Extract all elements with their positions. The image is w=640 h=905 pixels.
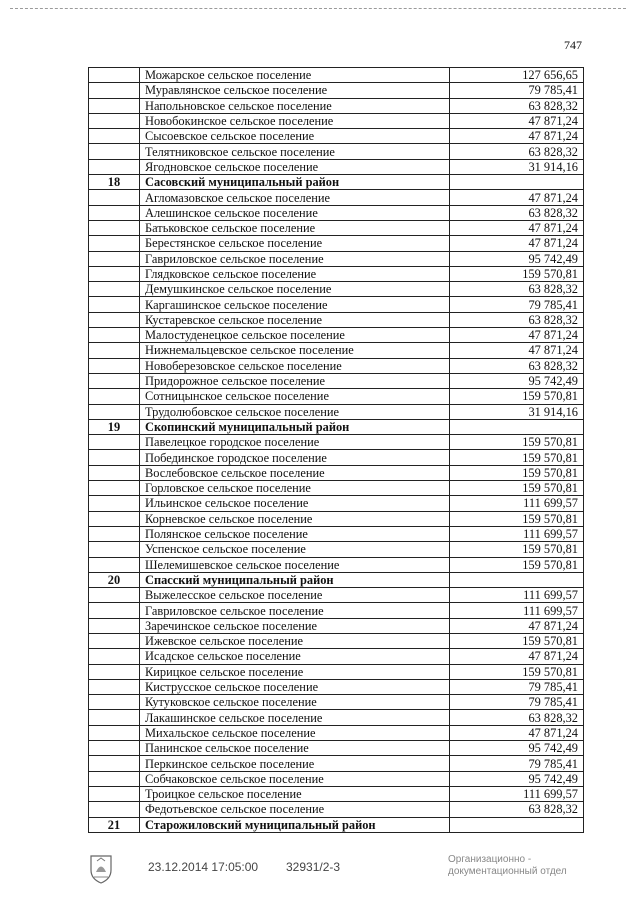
settlement-row xyxy=(89,205,584,220)
district-row xyxy=(89,175,584,190)
amount-cell: 159 570,81 xyxy=(450,389,584,404)
settlement-row xyxy=(89,220,584,235)
settlement-name-cell: Горловское сельское поселение xyxy=(140,481,450,496)
amount-cell: 47 871,24 xyxy=(450,618,584,633)
amount-cell: 47 871,24 xyxy=(450,649,584,664)
district-number-cell xyxy=(89,98,140,113)
district-number-cell xyxy=(89,695,140,710)
district-number-cell xyxy=(89,710,140,725)
settlement-name-cell: Кустаревское сельское поселение xyxy=(140,312,450,327)
settlement-name-cell: Троицкое сельское поселение xyxy=(140,786,450,801)
settlement-row xyxy=(89,481,584,496)
settlement-row xyxy=(89,373,584,388)
settlement-row xyxy=(89,190,584,205)
district-number-cell xyxy=(89,297,140,312)
settlement-row xyxy=(89,786,584,801)
district-number-cell xyxy=(89,144,140,159)
settlement-row xyxy=(89,756,584,771)
district-number-cell xyxy=(89,526,140,541)
district-row xyxy=(89,572,584,587)
settlement-name-cell: Павелецкое городское поселение xyxy=(140,435,450,450)
settlement-name-cell: Полянское сельское поселение xyxy=(140,526,450,541)
stamp-datetime: 23.12.2014 17:05:00 xyxy=(148,860,259,874)
district-number-cell xyxy=(89,404,140,419)
amount-cell: 47 871,24 xyxy=(450,236,584,251)
district-number-cell xyxy=(89,588,140,603)
settlement-row xyxy=(89,236,584,251)
settlement-name-cell: Батьковское сельское поселение xyxy=(140,220,450,235)
settlement-row xyxy=(89,159,584,174)
settlement-name-cell: Кутуковское сельское поселение xyxy=(140,695,450,710)
district-name-cell: Старожиловский муниципальный район xyxy=(140,817,450,832)
settlement-row xyxy=(89,113,584,128)
district-number-cell xyxy=(89,633,140,648)
settlement-row xyxy=(89,343,584,358)
district-number-cell xyxy=(89,725,140,740)
amount-cell: 47 871,24 xyxy=(450,343,584,358)
amount-cell: 63 828,32 xyxy=(450,98,584,113)
settlement-row xyxy=(89,266,584,281)
settlement-row xyxy=(89,312,584,327)
settlement-row xyxy=(89,526,584,541)
amount-cell: 111 699,57 xyxy=(450,603,584,618)
district-number-cell xyxy=(89,465,140,480)
settlement-row xyxy=(89,588,584,603)
district-row xyxy=(89,817,584,832)
settlement-row xyxy=(89,358,584,373)
settlement-row xyxy=(89,450,584,465)
amount-cell: 159 570,81 xyxy=(450,450,584,465)
allocation-table xyxy=(88,67,584,833)
settlement-name-cell: Михальское сельское поселение xyxy=(140,725,450,740)
settlement-name-cell: Берестянское сельское поселение xyxy=(140,236,450,251)
amount-cell xyxy=(450,175,584,190)
amount-cell: 159 570,81 xyxy=(450,435,584,450)
district-number-cell xyxy=(89,236,140,251)
district-number-cell xyxy=(89,159,140,174)
district-number-cell xyxy=(89,481,140,496)
settlement-row xyxy=(89,710,584,725)
district-number-cell xyxy=(89,618,140,633)
district-number-cell xyxy=(89,205,140,220)
amount-cell: 111 699,57 xyxy=(450,526,584,541)
settlement-name-cell: Успенское сельское поселение xyxy=(140,542,450,557)
settlement-name-cell: Придорожное сельское поселение xyxy=(140,373,450,388)
page-number: 747 xyxy=(564,38,582,52)
amount-cell: 47 871,24 xyxy=(450,129,584,144)
amount-cell: 159 570,81 xyxy=(450,557,584,572)
amount-cell: 159 570,81 xyxy=(450,465,584,480)
amount-cell: 79 785,41 xyxy=(450,695,584,710)
settlement-row xyxy=(89,649,584,664)
allocation-table-body xyxy=(89,68,584,833)
district-number-cell xyxy=(89,68,140,83)
amount-cell: 31 914,16 xyxy=(450,404,584,419)
district-number-cell xyxy=(89,649,140,664)
amount-cell xyxy=(450,572,584,587)
settlement-name-cell: Лакашинское сельское поселение xyxy=(140,710,450,725)
amount-cell: 111 699,57 xyxy=(450,786,584,801)
department-stamp-line: Организационно - xyxy=(448,854,532,865)
district-number-cell xyxy=(89,312,140,327)
settlement-name-cell: Вослебовское сельское поселение xyxy=(140,465,450,480)
settlement-name-cell: Каргашинское сельское поселение xyxy=(140,297,450,312)
settlement-name-cell: Кирицкое сельское поселение xyxy=(140,664,450,679)
amount-cell: 159 570,81 xyxy=(450,542,584,557)
settlement-name-cell: Перкинское сельское поселение xyxy=(140,756,450,771)
district-number-cell xyxy=(89,373,140,388)
settlement-name-cell: Исадское сельское поселение xyxy=(140,649,450,664)
settlement-row xyxy=(89,633,584,648)
district-number-cell xyxy=(89,557,140,572)
amount-cell: 63 828,32 xyxy=(450,710,584,725)
settlement-row xyxy=(89,695,584,710)
settlement-row xyxy=(89,771,584,786)
settlement-name-cell: Ягодновское сельское поселение xyxy=(140,159,450,174)
district-number-cell xyxy=(89,251,140,266)
settlement-name-cell: Сысоевское сельское поселение xyxy=(140,129,450,144)
district-number-cell xyxy=(89,190,140,205)
settlement-name-cell: Шелемишевское сельское поселение xyxy=(140,557,450,572)
settlement-row xyxy=(89,802,584,817)
settlement-name-cell: Муравлянское сельское поселение xyxy=(140,83,450,98)
district-number-cell xyxy=(89,771,140,786)
amount-cell: 79 785,41 xyxy=(450,297,584,312)
amount-cell: 63 828,32 xyxy=(450,802,584,817)
settlement-row xyxy=(89,496,584,511)
settlement-row xyxy=(89,68,584,83)
settlement-row xyxy=(89,603,584,618)
amount-cell: 79 785,41 xyxy=(450,756,584,771)
amount-cell: 111 699,57 xyxy=(450,588,584,603)
district-name-cell: Спасский муниципальный район xyxy=(140,572,450,587)
settlement-row xyxy=(89,557,584,572)
settlement-row xyxy=(89,129,584,144)
amount-cell: 63 828,32 xyxy=(450,205,584,220)
district-number-cell xyxy=(89,603,140,618)
district-number-cell xyxy=(89,282,140,297)
district-number-cell xyxy=(89,328,140,343)
amount-cell: 31 914,16 xyxy=(450,159,584,174)
amount-cell: 47 871,24 xyxy=(450,220,584,235)
settlement-row xyxy=(89,297,584,312)
settlement-row xyxy=(89,144,584,159)
settlement-row xyxy=(89,465,584,480)
district-number-cell xyxy=(89,129,140,144)
settlement-name-cell: Гавриловское сельское поселение xyxy=(140,251,450,266)
amount-cell: 159 570,81 xyxy=(450,633,584,648)
amount-cell: 95 742,49 xyxy=(450,771,584,786)
settlement-name-cell: Новоберезовское сельское поселение xyxy=(140,358,450,373)
settlement-name-cell: Глядковское сельское поселение xyxy=(140,266,450,281)
district-number-cell xyxy=(89,802,140,817)
settlement-name-cell: Малостуденецкое сельское поселение xyxy=(140,328,450,343)
settlement-name-cell: Панинское сельское поселение xyxy=(140,741,450,756)
amount-cell: 63 828,32 xyxy=(450,358,584,373)
district-number-cell xyxy=(89,756,140,771)
settlement-row xyxy=(89,98,584,113)
settlement-name-cell: Гавриловское сельское поселение xyxy=(140,603,450,618)
amount-cell: 95 742,49 xyxy=(450,251,584,266)
amount-cell: 159 570,81 xyxy=(450,511,584,526)
district-number-cell xyxy=(89,450,140,465)
scan-top-edge xyxy=(10,8,626,9)
amount-cell xyxy=(450,817,584,832)
amount-cell: 159 570,81 xyxy=(450,266,584,281)
settlement-name-cell: Федотьевское сельское поселение xyxy=(140,802,450,817)
settlement-row xyxy=(89,328,584,343)
amount-cell xyxy=(450,419,584,434)
settlement-name-cell: Напольновское сельское поселение xyxy=(140,98,450,113)
settlement-row xyxy=(89,435,584,450)
district-number-cell: 20 xyxy=(89,572,140,587)
coat-of-arms-icon xyxy=(88,852,114,884)
district-number-cell xyxy=(89,542,140,557)
district-number-cell xyxy=(89,266,140,281)
amount-cell: 47 871,24 xyxy=(450,328,584,343)
settlement-row xyxy=(89,679,584,694)
district-number-cell xyxy=(89,220,140,235)
amount-cell: 159 570,81 xyxy=(450,481,584,496)
settlement-row xyxy=(89,725,584,740)
settlement-name-cell: Корневское сельское поселение xyxy=(140,511,450,526)
district-number-cell xyxy=(89,435,140,450)
settlement-row xyxy=(89,282,584,297)
settlement-name-cell: Ильинское сельское поселение xyxy=(140,496,450,511)
district-number-cell xyxy=(89,496,140,511)
settlement-row xyxy=(89,618,584,633)
district-name-cell: Сасовский муниципальный район xyxy=(140,175,450,190)
district-number-cell xyxy=(89,83,140,98)
department-stamp-line: документационный отдел xyxy=(448,866,567,877)
settlement-row xyxy=(89,664,584,679)
district-name-cell: Скопинский муниципальный район xyxy=(140,419,450,434)
settlement-name-cell: Выжелесское сельское поселение xyxy=(140,588,450,603)
settlement-name-cell: Алешинское сельское поселение xyxy=(140,205,450,220)
amount-cell: 111 699,57 xyxy=(450,496,584,511)
settlement-name-cell: Сотницынское сельское поселение xyxy=(140,389,450,404)
amount-cell: 47 871,24 xyxy=(450,190,584,205)
district-number-cell xyxy=(89,664,140,679)
document-id: 32931/2-3 xyxy=(286,860,341,874)
amount-cell: 63 828,32 xyxy=(450,312,584,327)
district-number-cell: 19 xyxy=(89,419,140,434)
district-number-cell xyxy=(89,343,140,358)
settlement-row xyxy=(89,404,584,419)
settlement-name-cell: Нижнемальцевское сельское поселение xyxy=(140,343,450,358)
amount-cell: 95 742,49 xyxy=(450,741,584,756)
settlement-row xyxy=(89,389,584,404)
district-number-cell xyxy=(89,113,140,128)
amount-cell: 79 785,41 xyxy=(450,83,584,98)
district-number-cell xyxy=(89,358,140,373)
amount-cell: 63 828,32 xyxy=(450,282,584,297)
amount-cell: 63 828,32 xyxy=(450,144,584,159)
amount-cell: 79 785,41 xyxy=(450,679,584,694)
amount-cell: 47 871,24 xyxy=(450,113,584,128)
settlement-row xyxy=(89,83,584,98)
settlement-name-cell: Телятниковское сельское поселение xyxy=(140,144,450,159)
district-number-cell: 18 xyxy=(89,175,140,190)
settlement-row xyxy=(89,542,584,557)
settlement-name-cell: Ижевское сельское поселение xyxy=(140,633,450,648)
settlement-name-cell: Можарское сельское поселение xyxy=(140,68,450,83)
settlement-name-cell: Агломазовское сельское поселение xyxy=(140,190,450,205)
district-number-cell: 21 xyxy=(89,817,140,832)
settlement-row xyxy=(89,741,584,756)
settlement-name-cell: Новобокинское сельское поселение xyxy=(140,113,450,128)
amount-cell: 47 871,24 xyxy=(450,725,584,740)
settlement-name-cell: Собчаковское сельское поселение xyxy=(140,771,450,786)
amount-cell: 127 656,65 xyxy=(450,68,584,83)
settlement-row xyxy=(89,511,584,526)
district-number-cell xyxy=(89,786,140,801)
settlement-name-cell: Трудолюбовское сельское поселение xyxy=(140,404,450,419)
settlement-row xyxy=(89,251,584,266)
settlement-name-cell: Заречинское сельское поселение xyxy=(140,618,450,633)
district-number-cell xyxy=(89,679,140,694)
settlement-name-cell: Демушкинское сельское поселение xyxy=(140,282,450,297)
department-stamp xyxy=(448,854,567,878)
settlement-name-cell: Побединское городское поселение xyxy=(140,450,450,465)
district-number-cell xyxy=(89,741,140,756)
district-number-cell xyxy=(89,511,140,526)
amount-cell: 159 570,81 xyxy=(450,664,584,679)
district-number-cell xyxy=(89,389,140,404)
district-row xyxy=(89,419,584,434)
amount-cell: 95 742,49 xyxy=(450,373,584,388)
settlement-name-cell: Киструсское сельское поселение xyxy=(140,679,450,694)
page-footer xyxy=(0,848,640,888)
